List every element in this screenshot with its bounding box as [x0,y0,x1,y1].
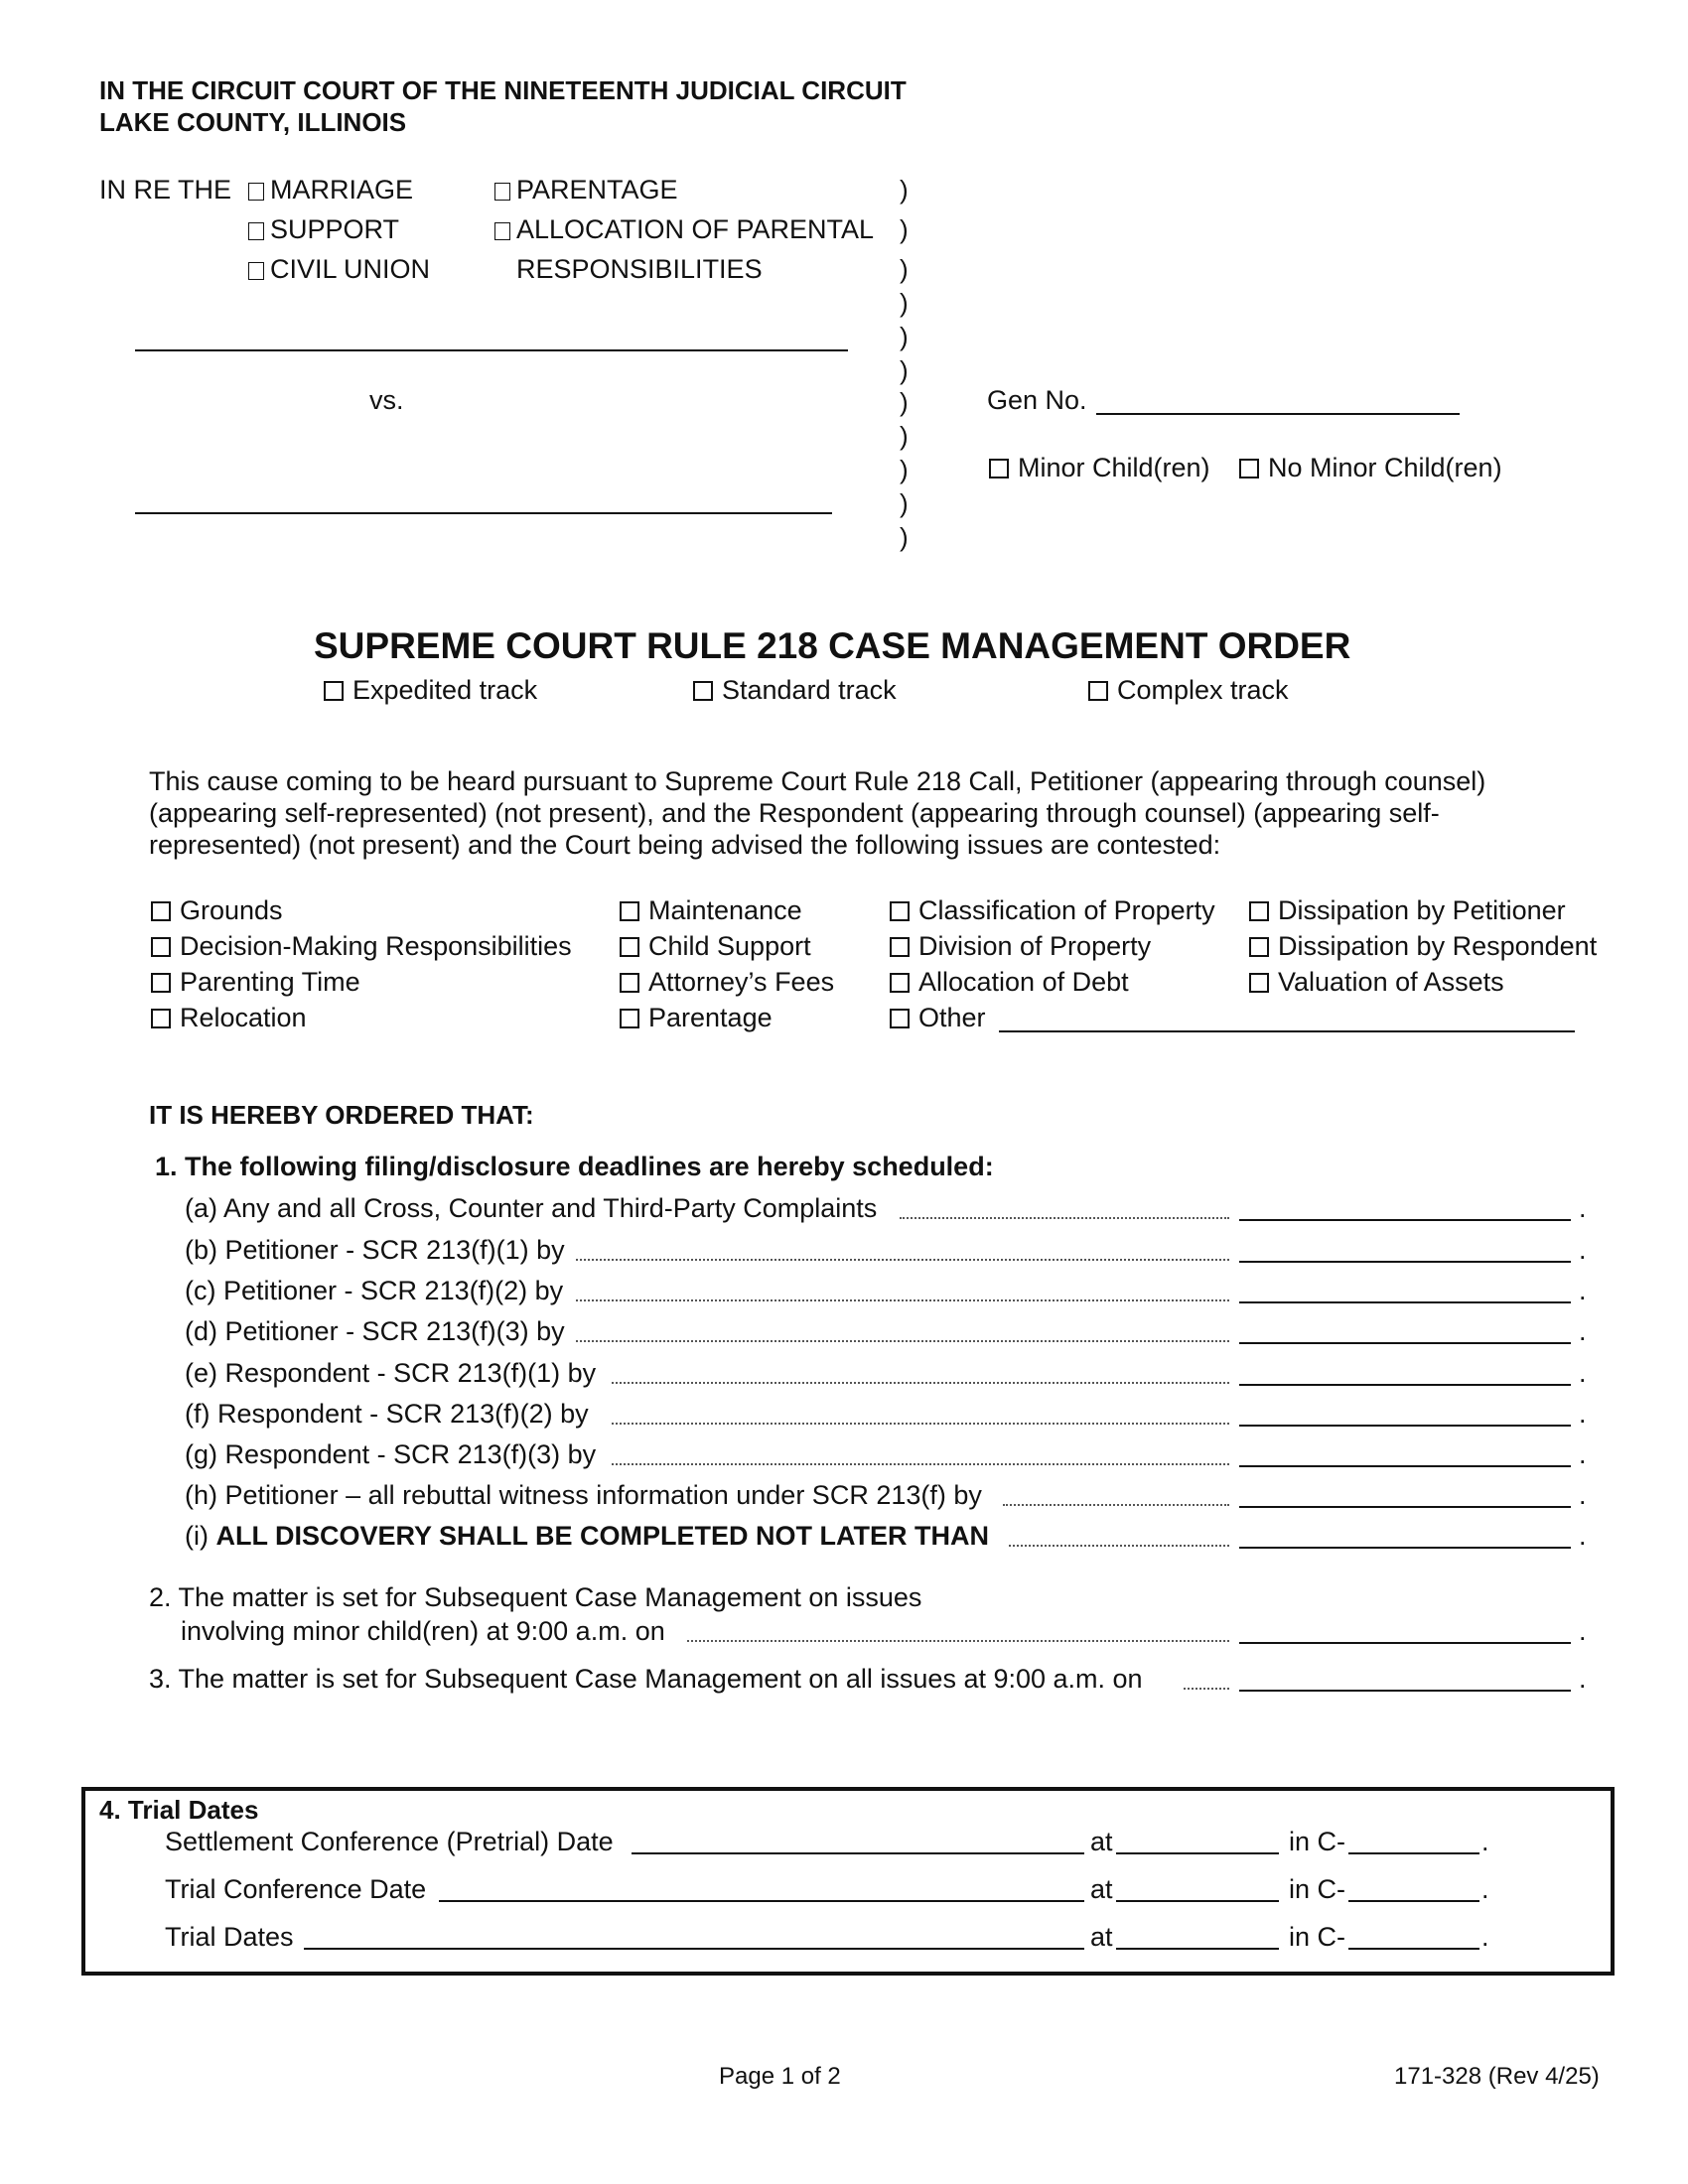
leader-dots [576,1340,1229,1342]
caption-paren: ) [900,387,909,417]
caption-paren: ) [900,355,909,385]
ordered-heading: IT IS HEREBY ORDERED THAT: [149,1100,534,1130]
checkbox[interactable] [989,459,1009,478]
item2-line: involving minor child(ren) at 9:00 a.m. on [181,1616,665,1646]
leader-dots [612,1423,1229,1425]
leader-dots [900,1217,1229,1219]
gen-no-line[interactable] [1096,413,1460,415]
period: . [1579,1276,1587,1305]
case-type-parentage[interactable]: PARENTAGE [494,175,678,205]
checkbox[interactable] [620,1009,639,1028]
deadline-date-line[interactable] [1239,1506,1571,1508]
leader-dots [576,1259,1229,1261]
case-type-marriage[interactable]: MARRIAGE [248,175,413,205]
deadline-label: (g) Respondent - SCR 213(f)(3) by [185,1439,597,1469]
checkbox[interactable] [890,973,910,993]
issue-maintenance[interactable]: Maintenance [620,895,802,926]
checkbox[interactable] [620,937,639,957]
leader-dots [612,1463,1229,1465]
time-line[interactable] [1116,1852,1279,1854]
issue-division[interactable]: Division of Property [890,931,1151,962]
in-c-label: in C- [1289,1922,1346,1952]
issue-relocation[interactable]: Relocation [151,1003,307,1033]
issue-grounds[interactable]: Grounds [151,895,283,926]
deadline-date-line[interactable] [1239,1384,1571,1386]
leader-dots [612,1382,1229,1384]
at-label: at [1090,1874,1113,1904]
courtroom-line[interactable] [1348,1852,1479,1854]
track-complex[interactable]: Complex track [1088,675,1289,706]
leader-dots [1003,1504,1229,1506]
period: . [1579,1316,1587,1346]
checkbox[interactable] [890,1009,910,1028]
checkbox[interactable] [620,973,639,993]
trial-heading: 4. Trial Dates [99,1795,259,1825]
deadline-date-line[interactable] [1239,1261,1571,1263]
intro-line: represented) (not present) and the Court being advised the following issues are contested: [149,830,1221,860]
caption-paren: ) [900,254,909,284]
at-label: at [1090,1827,1113,1856]
issue-child-support[interactable]: Child Support [620,931,811,962]
checkbox[interactable] [890,937,910,957]
settlement-date-line[interactable] [632,1852,1084,1854]
period: . [1579,1664,1587,1694]
caption-paren: ) [900,455,909,484]
checkbox[interactable] [248,222,264,240]
minor-children-option[interactable]: Minor Child(ren) [989,453,1210,483]
case-mgmt-all-date-line[interactable] [1239,1690,1571,1692]
caption-paren: ) [900,214,909,244]
trial-row-label: Trial Dates [165,1922,294,1952]
deadline-date-line[interactable] [1239,1465,1571,1467]
leader-dots [576,1299,1229,1301]
checkbox[interactable] [151,901,171,921]
trial-row-label: Trial Conference Date [165,1874,427,1904]
period: . [1579,1358,1587,1388]
period: . [1579,1480,1587,1510]
leader-dots [1184,1688,1229,1690]
deadline-label: (c) Petitioner - SCR 213(f)(2) by [185,1276,564,1305]
courtroom-line[interactable] [1348,1900,1479,1902]
case-mgmt-child-date-line[interactable] [1239,1642,1571,1644]
caption-paren: ) [900,288,909,318]
caption-paren: ) [900,175,909,205]
other-issue-line[interactable] [999,1030,1575,1032]
issue-attorneys-fees[interactable]: Attorney’s Fees [620,967,834,998]
time-line[interactable] [1116,1948,1279,1950]
caption-paren: ) [900,421,909,451]
period: . [1579,1399,1587,1429]
checkbox[interactable] [1239,459,1259,478]
checkbox[interactable] [151,937,171,957]
period: . [1579,1439,1587,1469]
trial-dates-line[interactable] [304,1948,1084,1950]
track-expedited[interactable]: Expedited track [324,675,537,706]
checkbox[interactable] [890,901,910,921]
caption-paren: ) [900,522,909,552]
issue-decision-making[interactable]: Decision-Making Responsibilities [151,931,572,962]
deadline-date-line[interactable] [1239,1547,1571,1549]
issue-dissipation-petitioner[interactable]: Dissipation by Petitioner [1249,895,1566,926]
county-name: LAKE COUNTY, ILLINOIS [99,107,407,137]
case-type-allocation-line2: RESPONSIBILITIES [516,254,763,284]
in-re-label: IN RE THE [99,175,232,205]
deadline-date-line[interactable] [1239,1219,1571,1221]
checkbox[interactable] [248,262,264,280]
courtroom-line[interactable] [1348,1948,1479,1950]
trial-conference-date-line[interactable] [439,1900,1084,1902]
order-title: SUPREME COURT RULE 218 CASE MANAGEMENT ORDER [314,625,1351,666]
deadline-date-line[interactable] [1239,1425,1571,1427]
case-type-support[interactable]: SUPPORT [248,214,399,245]
period: . [1579,1193,1587,1223]
issue-other[interactable]: Other [890,1003,986,1033]
checkbox[interactable] [1249,937,1269,957]
form-number: 171-328 (Rev 4/25) [1394,2063,1600,2090]
court-name: IN THE CIRCUIT COURT OF THE NINETEENTH JUDICIAL CIRCUIT [99,75,907,105]
deadline-label: (b) Petitioner - SCR 213(f)(1) by [185,1235,565,1265]
period: . [1481,1922,1489,1952]
leader-dots [687,1640,1229,1642]
deadline-discovery: (i) ALL DISCOVERY SHALL BE COMPLETED NOT LATER THAN [185,1521,990,1551]
period: . [1481,1874,1489,1904]
checkbox[interactable] [151,1009,171,1028]
period: . [1579,1616,1587,1646]
vs-label: vs. [369,385,404,415]
checkbox[interactable] [494,222,510,240]
intro-line: This cause coming to be heard pursuant to Supreme Court Rule 218 Call, Petitioner (appearing through counsel) [149,766,1486,796]
deadline-date-line[interactable] [1239,1342,1571,1344]
period: . [1579,1235,1587,1265]
issue-dissipation-respondent[interactable]: Dissipation by Respondent [1249,931,1597,962]
deadline-label: (d) Petitioner - SCR 213(f)(3) by [185,1316,565,1346]
issue-parenting-time[interactable]: Parenting Time [151,967,360,998]
issue-allocation-debt[interactable]: Allocation of Debt [890,967,1129,998]
trial-row-label: Settlement Conference (Pretrial) Date [165,1827,614,1856]
deadline-label: (h) Petitioner – all rebuttal witness information under SCR 213(f) by [185,1480,982,1510]
caption-paren: ) [900,322,909,351]
checkbox[interactable] [324,681,344,701]
no-minor-children-option[interactable]: No Minor Child(ren) [1239,453,1502,483]
case-type-allocation[interactable]: ALLOCATION OF PARENTAL [494,214,874,245]
deadline-date-line[interactable] [1239,1301,1571,1303]
leader-dots [1009,1545,1229,1547]
checkbox[interactable] [494,183,510,201]
at-label: at [1090,1922,1113,1952]
checkbox[interactable] [1249,973,1269,993]
page-number: Page 1 of 2 [719,2063,841,2090]
checkbox[interactable] [1088,681,1108,701]
case-type-civil-union[interactable]: CIVIL UNION [248,254,430,285]
checkbox[interactable] [248,183,264,201]
petitioner-name-line[interactable] [135,349,848,351]
respondent-name-line[interactable] [135,512,832,514]
deadline-label: (f) Respondent - SCR 213(f)(2) by [185,1399,589,1429]
caption-paren: ) [900,488,909,518]
checkbox[interactable] [693,681,713,701]
gen-no-label: Gen No. [987,385,1087,415]
checkbox[interactable] [151,973,171,993]
in-c-label: in C- [1289,1874,1346,1904]
deadline-label: (e) Respondent - SCR 213(f)(1) by [185,1358,597,1388]
period: . [1579,1521,1587,1551]
checkbox[interactable] [1249,901,1269,921]
in-c-label: in C- [1289,1827,1346,1856]
period: . [1481,1827,1489,1856]
deadline-label: (a) Any and all Cross, Counter and Third-Party Complaints [185,1193,878,1223]
item1-heading: 1. The following filing/disclosure deadlines are hereby scheduled: [155,1152,994,1181]
intro-line: (appearing self-represented) (not present), and the Respondent (appearing through counsel) (appearing self- [149,798,1440,828]
checkbox[interactable] [620,901,639,921]
item3-line: 3. The matter is set for Subsequent Case Management on all issues at 9:00 a.m. on [149,1664,1143,1694]
issue-valuation[interactable]: Valuation of Assets [1249,967,1504,998]
track-standard[interactable]: Standard track [693,675,897,706]
issue-parentage[interactable]: Parentage [620,1003,773,1033]
time-line[interactable] [1116,1900,1279,1902]
issue-classification[interactable]: Classification of Property [890,895,1215,926]
item2-line: 2. The matter is set for Subsequent Case Management on issues [149,1582,922,1612]
